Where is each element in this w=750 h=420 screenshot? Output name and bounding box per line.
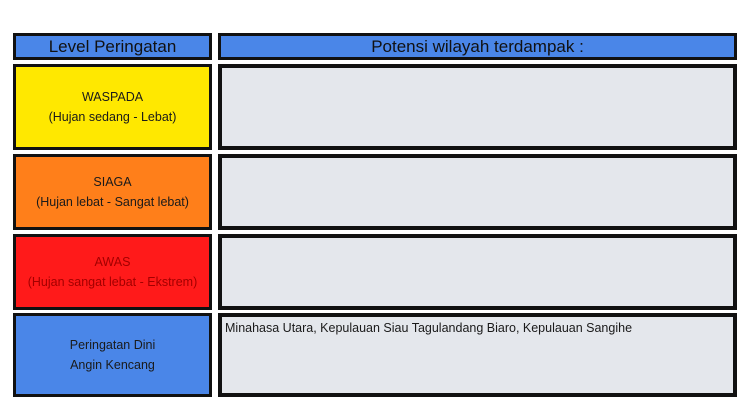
area-header-label: Potensi wilayah terdampak :	[371, 36, 584, 56]
area-header	[218, 33, 737, 60]
level-siaga-name: SIAGA	[93, 175, 132, 189]
level-angin-kencang	[13, 313, 212, 397]
level-siaga-desc: (Hujan lebat - Sangat lebat)	[36, 195, 189, 209]
level-awas-name: AWAS	[94, 255, 131, 269]
area-waspada	[218, 64, 737, 150]
level-waspada-desc: (Hujan sedang - Lebat)	[48, 110, 177, 124]
area-awas	[218, 234, 737, 310]
level-waspada	[13, 64, 212, 150]
area-angin-kencang	[218, 313, 737, 397]
level-siaga	[13, 154, 212, 230]
level-waspada-name: WASPADA	[81, 90, 144, 104]
area-angin-text: Minahasa Utara, Kepulauan Siau Tagulandang Biaro, Kepulauan Sangihe	[225, 321, 633, 335]
level-header-label: Level Peringatan	[48, 36, 177, 56]
level-angin-desc: Angin Kencang	[70, 358, 155, 372]
level-angin-name: Peringatan Dini	[69, 338, 156, 352]
area-siaga	[218, 154, 737, 230]
level-awas-desc: (Hujan sangat lebat - Ekstrem)	[27, 275, 198, 289]
level-awas	[13, 234, 212, 310]
level-header	[13, 33, 212, 60]
